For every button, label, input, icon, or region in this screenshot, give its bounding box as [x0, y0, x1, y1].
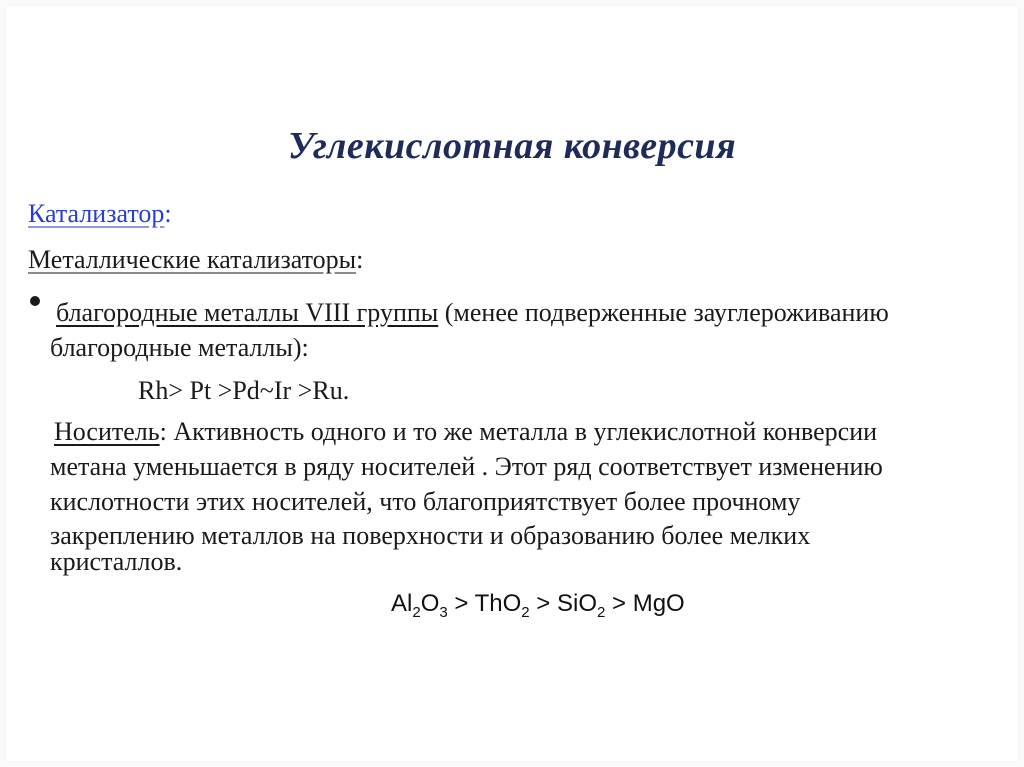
formula-o: O: [420, 590, 440, 617]
catalyst-colon: :: [164, 199, 172, 228]
formula-tho: > ThO: [447, 590, 522, 617]
bullet-rest-text: (менее подверженные зауглероживанию: [438, 298, 889, 327]
carrier-line-5: кристаллов.: [50, 547, 183, 576]
metal-series: Rh> Pt >Pd~Ir >Ru.: [138, 376, 350, 405]
catalyst-line: [28, 198, 172, 230]
bullet-line-1: [56, 297, 889, 329]
formula-sio: > SiO: [529, 590, 597, 617]
formula-al-sub: 2: [412, 604, 421, 621]
formula-al: Al: [391, 590, 413, 617]
bullet-underlined-text: благородные металлы VIII группы: [56, 298, 439, 327]
carrier-line-1: [54, 416, 877, 448]
support-series-formula: [391, 590, 685, 621]
carrier-line-3: кислотности этих носителей, что благоприятствует более прочному: [50, 487, 801, 516]
formula-o-sub: 3: [439, 604, 448, 621]
carrier-line-4: закреплению металлов на поверхности и образованию более мелких: [50, 521, 811, 550]
catalyst-label: Катализатор: [28, 199, 165, 228]
metal-catalysts-colon: :: [356, 245, 364, 274]
carrier-label: Носитель: [54, 417, 160, 446]
carrier-text-1: : Активность одного и то же металла в углекислотной конверсии: [159, 417, 878, 446]
metal-catalysts-label: Металлические катализаторы: [28, 245, 357, 274]
formula-sio-sub: 2: [597, 604, 606, 621]
metal-catalysts-line: [28, 244, 363, 276]
bullet-line-2: благородные металлы):: [50, 333, 309, 362]
carrier-line-2: метана уменьшается в ряду носителей . Этот ряд соответствует изменению: [50, 452, 883, 481]
bullet-icon: [30, 296, 40, 306]
formula-mgo: > MgO: [605, 590, 685, 617]
formula-tho-sub: 2: [521, 604, 530, 621]
slide-title: Углекислотная конверсия: [287, 125, 737, 167]
slide: [6, 6, 1018, 761]
